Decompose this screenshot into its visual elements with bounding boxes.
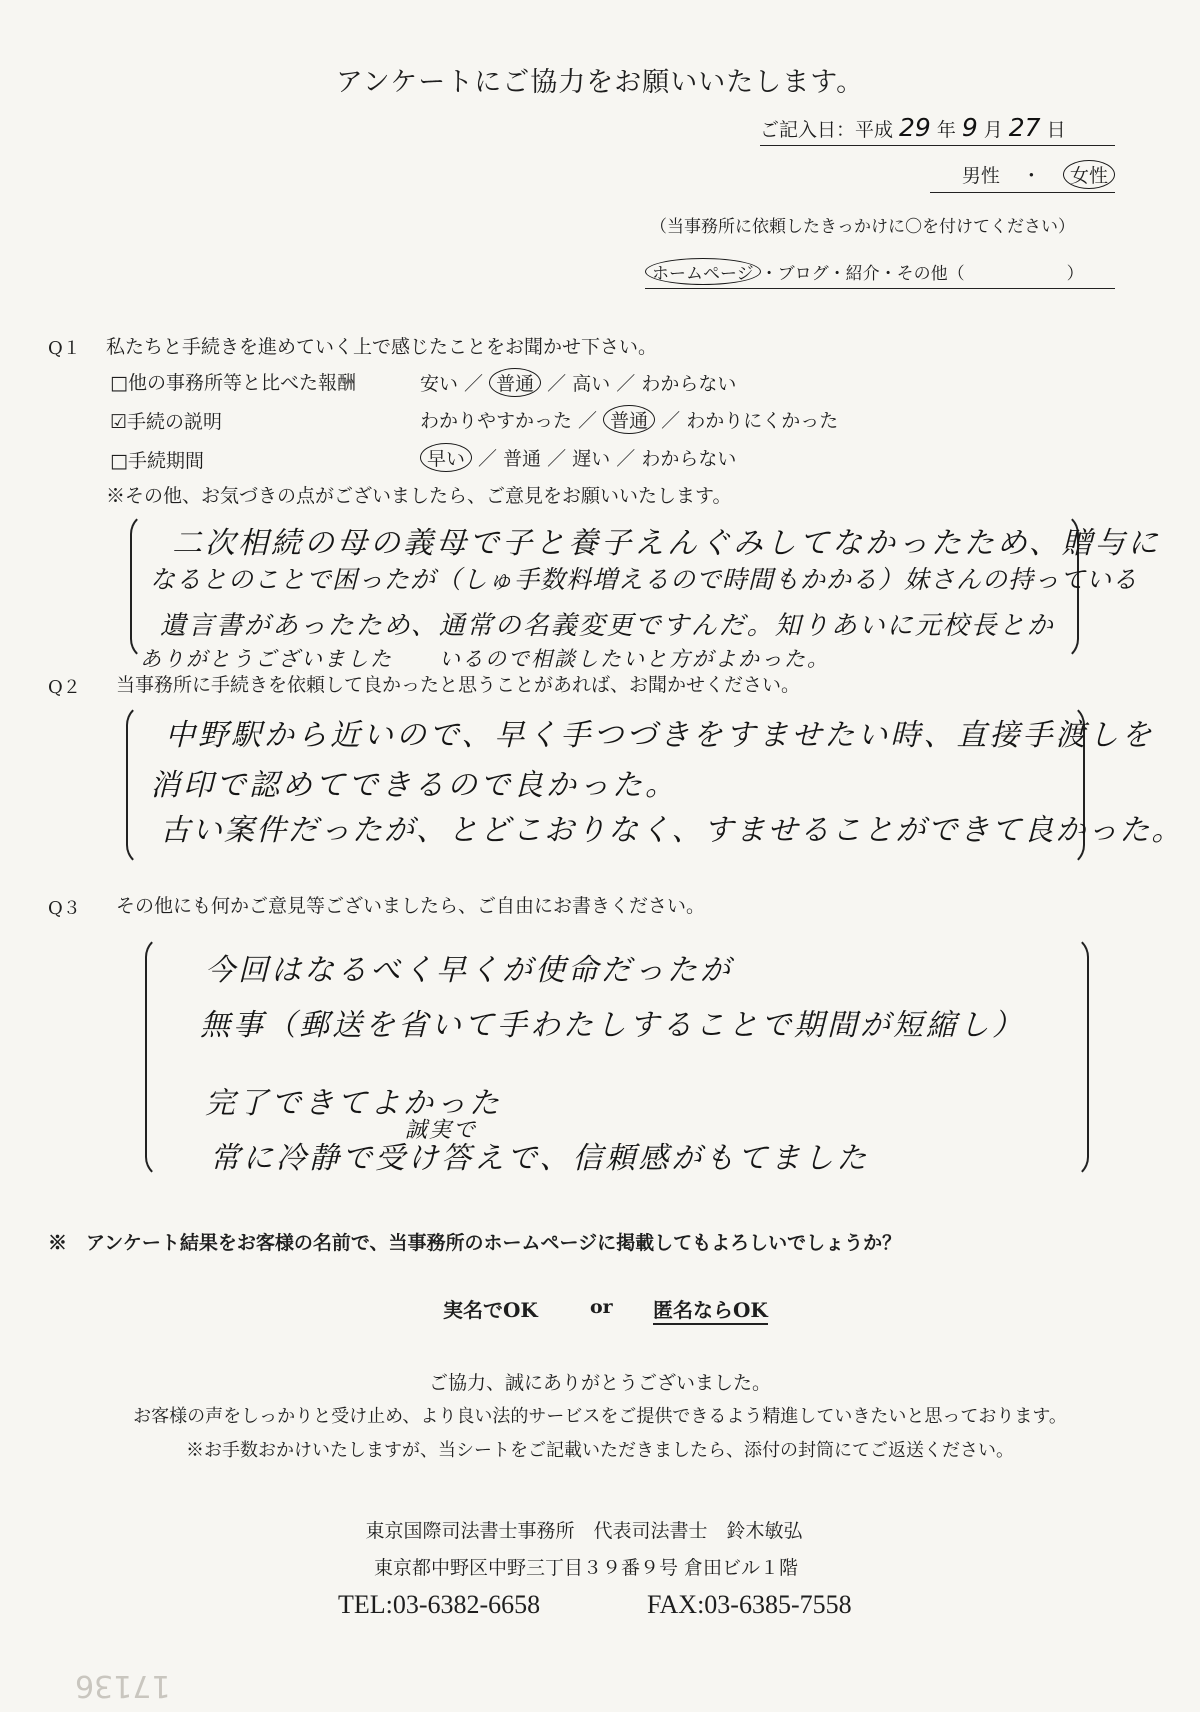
q1-explanation-options: わかりやすかった ／ 普通 ／ わかりにくかった [420, 405, 838, 434]
closing-thanks: ご協力、誠にありがとうございました。 [428, 1372, 771, 1394]
q1-item-explanation[interactable]: ☑手続の説明 [110, 411, 223, 433]
fee-unknown[interactable]: わからない [641, 373, 737, 395]
office-name: 東京国際司法書士事務所 代表司法書士 鈴木敏弘 [365, 1520, 803, 1542]
q3-answer-line: 無事（郵送を省いて手わたしすることで期間が短縮し） [200, 1008, 1025, 1043]
date-day: 27 [1008, 113, 1041, 142]
period-unknown[interactable]: わからない [641, 448, 737, 470]
publish-anonymous-option-selected[interactable]: 匿名ならOK [653, 1294, 768, 1325]
q2-answer-line: 中野駅から近いので、早く手つづきをすませたい時、直接手渡しを [165, 718, 1155, 753]
day-unit: 日 [1046, 119, 1066, 141]
gender-field [930, 160, 1115, 193]
q1-answer-line: 二次相続の母の義母で子と養子えんぐみしてなかったため、贈与に [172, 526, 1161, 561]
gender-separator: ・ [1021, 165, 1041, 187]
office-address: 東京都中野区中野三丁目３９番９号 倉田ビル１階 [373, 1557, 799, 1579]
q1-answer-line: ありがとうございました いるので相談したいと方がよかった。 [140, 647, 830, 671]
trigger-instruction: （当事務所に依頼したきっかけに〇を付けてください） [650, 217, 1075, 237]
entry-date [760, 113, 1115, 146]
explanation-unclear[interactable]: わかりにくかった [686, 410, 839, 432]
q1-period-options: 早い ／ 普通 ／ 遅い ／ わからない [420, 443, 736, 472]
closing-message: お客様の声をしっかりと受け止め、より良い法的サービスをご提供できるよう精進していきたいと思っております。 [133, 1406, 1067, 1427]
fee-high[interactable]: 高い [572, 373, 611, 395]
period-normal[interactable]: 普通 [503, 448, 542, 470]
q3-insert-note: 誠実で [405, 1118, 478, 1143]
period-fast-selected[interactable]: 早い [420, 443, 472, 472]
trigger-blog[interactable]: ブログ [777, 264, 829, 284]
q3-label: Q３ [48, 898, 81, 919]
date-year: 29 [899, 113, 931, 142]
explanation-clear[interactable]: わかりやすかった [420, 410, 573, 432]
period-slow[interactable]: 遅い [572, 448, 611, 470]
q2-answer-line: 消印で認めてできるので良かった。 [150, 768, 678, 803]
q3-answer-line: 完了できてよかった [205, 1086, 502, 1121]
q2-answer-line: 古い案件だったが、とどこおりなく、すませることができて良かった。 [160, 813, 1184, 848]
month-unit: 月 [983, 119, 1003, 141]
trigger-homepage-selected[interactable]: ホームページ [645, 258, 761, 285]
publish-or: or [590, 1296, 613, 1318]
q1-answer-line: なるとのことで困ったが（しゅ手数料増えるので時間もかかる）妹さんの持っている [150, 565, 1139, 594]
q3-answer-line: 今回はなるべく早くが使命だったが [205, 953, 733, 988]
q1-question: 私たちと手続きを進めていく上で感じたことをお聞かせ下さい。 [106, 336, 658, 358]
trigger-referral[interactable]: 紹介 [845, 264, 880, 284]
year-unit: 年 [936, 119, 956, 141]
q1-item-fee[interactable]: □他の事務所等と比べた報酬 [110, 372, 356, 394]
survey-title: アンケートにご協力をお願いいたします。 [335, 67, 865, 98]
trigger-other[interactable]: その他（ ） [896, 264, 1084, 284]
date-label: ご記入日：平成 [760, 119, 894, 141]
explanation-normal-selected[interactable]: 普通 [603, 405, 655, 434]
q1-item-period[interactable]: □手続期間 [110, 450, 204, 472]
q2-question: 当事務所に手続きを依頼して良かったと思うことがあれば、お聞かせください。 [116, 674, 801, 696]
fee-normal-selected[interactable]: 普通 [489, 368, 541, 397]
publish-question: ※ アンケート結果をお客様の名前で、当事務所のホームページに掲載してもよろしいでしょうか？ [48, 1232, 902, 1254]
q1-other-prompt: ※その他、お気づきの点がございましたら、ご意見をお願いいたします。 [106, 485, 732, 507]
office-tel: TEL:03-6382-6658 [338, 1590, 541, 1619]
date-month: 9 [961, 113, 978, 142]
q1-answer-line: 遺言書があったため、通常の名義変更ですんだ。知りあいに元校長とか [160, 611, 1055, 641]
q3-question: その他にも何かご意見等ございましたら、ご自由にお書きください。 [116, 895, 706, 917]
publish-real-name-option[interactable]: 実名でOK [443, 1298, 538, 1322]
trigger-options: ホームページ ・ブログ・紹介・その他（ ） [645, 258, 1115, 289]
q1-label: Q１ [48, 338, 81, 359]
q2-label: Q２ [48, 677, 81, 698]
q3-answer-line: 常に冷静で受け答えで、信頼感がもてました [210, 1141, 870, 1176]
office-fax: FAX:03-6385-7558 [647, 1590, 852, 1619]
gender-male[interactable]: 男性 [961, 165, 1000, 187]
gender-female-selected[interactable]: 女性 [1063, 160, 1115, 189]
fee-cheap[interactable]: 安い [420, 373, 459, 395]
faint-stamp-number: 17136 [75, 1668, 171, 1703]
closing-return-note: ※お手数おかけいたしますが、当シートをご記載いただきましたら、添付の封筒にてご返送ください。 [186, 1440, 1014, 1461]
q1-fee-options: 安い ／ 普通 ／ 高い ／ わからない [420, 368, 736, 397]
